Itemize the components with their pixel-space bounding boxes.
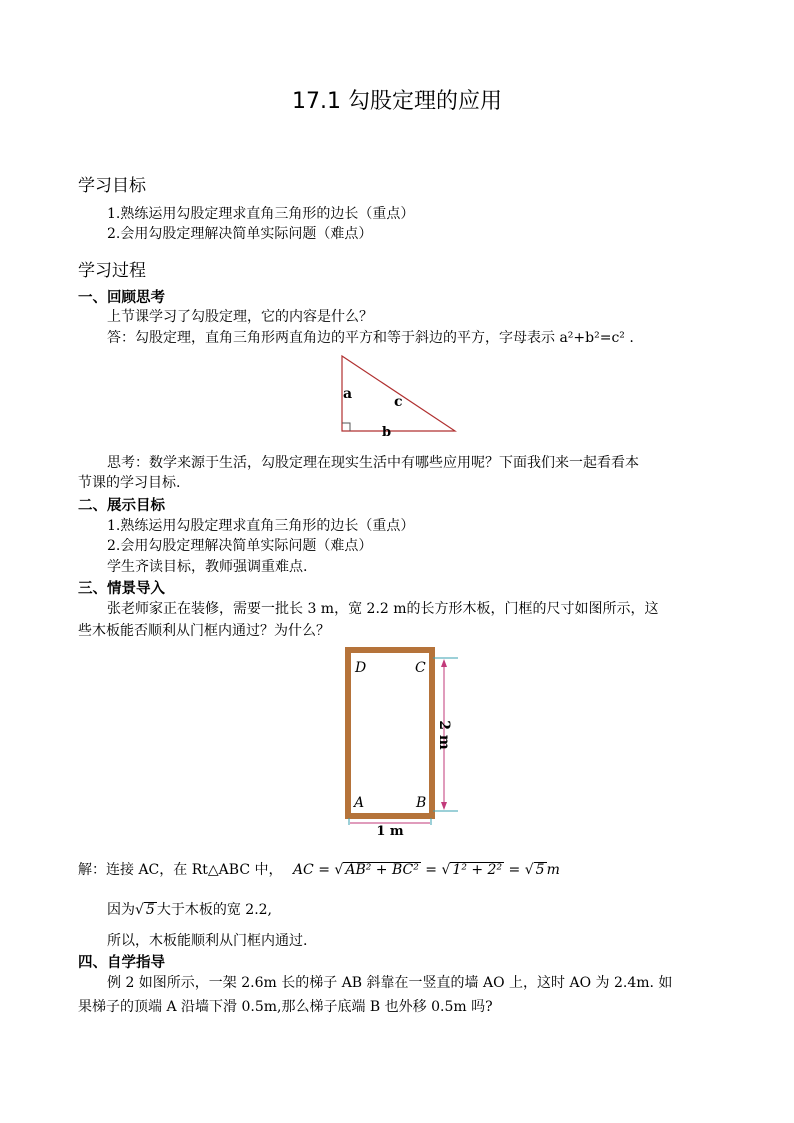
because-prefix: 因为: [107, 902, 135, 918]
door-frame-diagram: [340, 645, 465, 840]
right-triangle-diagram: [335, 350, 465, 440]
because-suffix: 大于木板的宽 2.2,: [156, 902, 273, 918]
height-arrow-down: [441, 802, 447, 810]
think-line-2: 节课的学习目标.: [78, 475, 181, 491]
objectives-heading: 学习目标: [78, 176, 146, 196]
vertex-d: D: [355, 660, 367, 676]
formula-eq-1: =: [425, 862, 438, 878]
formula-radicand-2: 1² + 2²: [452, 862, 503, 878]
section-2-heading: 二、展示目标: [78, 498, 165, 514]
scenario-line-1: 张老师家正在装修，需要一批长 3 m，宽 2.2 m的长方形木板，门框的尺寸如图所示，这: [107, 601, 659, 617]
width-label: 1 m: [376, 824, 404, 839]
vertex-b: B: [416, 795, 427, 811]
formula-unit: m: [546, 862, 560, 878]
review-question: 上节课学习了勾股定理，它的内容是什么？: [107, 309, 373, 325]
scenario-line-2: 些木板能否顺利从门框内通过？为什么？: [78, 623, 330, 639]
think-line-1: 思考：数学来源于生活，勾股定理在现实生活中有哪些应用呢？下面我们来一起看看本: [107, 455, 639, 471]
height-arrow-up: [441, 659, 447, 667]
formula-lhs: AC =: [292, 862, 330, 878]
section-1-heading: 一、回顾思考: [78, 290, 165, 306]
label-c: c: [394, 394, 403, 410]
objective-item-1: 1.熟练运用勾股定理求直角三角形的边长（重点）: [107, 206, 415, 222]
process-heading: 学习过程: [78, 261, 146, 281]
section-3-heading: 三、情景导入: [78, 581, 165, 597]
page-title: 17.1 勾股定理的应用: [292, 89, 502, 114]
vertex-a: A: [354, 795, 365, 811]
height-label: 2 m: [436, 720, 452, 750]
because-line: 因为√ 5 大于木板的宽 2.2,: [107, 902, 273, 918]
solution-prefix: 解：连接 AC，在 Rt△ABC 中，: [78, 862, 283, 878]
section-4-heading: 四、自学指导: [78, 955, 165, 971]
because-radicand: 5: [145, 902, 155, 918]
vertex-c: C: [415, 660, 426, 676]
example-line-1: 例 2 如图所示，一架 2.6m 长的梯子 AB 斜靠在一竖直的墙 AO 上，这时 AO 为 2.4m. 如: [107, 975, 673, 991]
label-b: b: [382, 425, 392, 440]
solution-line: 解：连接 AC，在 Rt△ABC 中， AC = √ AB² + BC² = √ 1² + 2² = √ 5 m: [78, 862, 560, 878]
objective-item-2: 2.会用勾股定理解决简单实际问题（难点）: [107, 226, 373, 242]
review-answer: 答：勾股定理，直角三角形两直角边的平方和等于斜边的平方，字母表示 a²+b²=c² .: [107, 330, 634, 346]
label-a: a: [343, 386, 353, 402]
goal-item-2: 2.会用勾股定理解决简单实际问题（难点）: [107, 538, 373, 554]
conclusion-line: 所以，木板能顺利从门框内通过.: [107, 933, 308, 949]
goal-note: 学生齐读目标，教师强调重难点.: [107, 559, 308, 575]
goal-item-1: 1.熟练运用勾股定理求直角三角形的边长（重点）: [107, 518, 415, 534]
right-angle-mark: [342, 423, 350, 431]
formula-radicand-1: AB² + BC²: [345, 862, 419, 878]
formula-radicand-3: 5: [535, 862, 545, 878]
formula-eq-2: =: [508, 862, 521, 878]
example-line-2: 果梯子的顶端 A 沿墙下滑 0.5m,那么梯子底端 B 也外移 0.5m 吗?: [78, 999, 493, 1015]
